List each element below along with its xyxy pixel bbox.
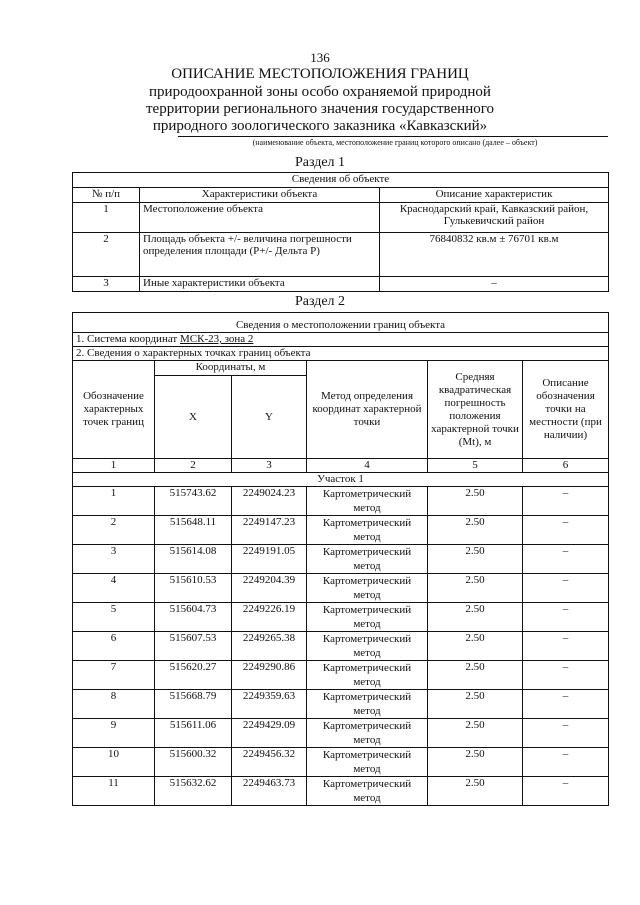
point-number: 3 xyxy=(73,545,155,574)
point-x: 515600.32 xyxy=(155,748,232,777)
object-row-characteristic: Площадь объекта +/- величина погрешности определения площади (P+/- Дельта P) xyxy=(140,233,380,277)
point-description: – xyxy=(523,777,609,806)
object-info-table xyxy=(72,172,609,292)
table-row xyxy=(73,661,609,690)
coordinate-system-prefix: 1. Система координат xyxy=(76,333,180,345)
point-description: – xyxy=(523,574,609,603)
object-row-num: 2 xyxy=(73,233,140,277)
table-row xyxy=(73,603,609,632)
point-description: – xyxy=(523,661,609,690)
point-number: 7 xyxy=(73,661,155,690)
point-description: – xyxy=(523,748,609,777)
point-error: 2.50 xyxy=(428,545,523,574)
point-error: 2.50 xyxy=(428,632,523,661)
area-label: Участок 1 xyxy=(73,473,609,487)
point-method: Картометрический метод xyxy=(307,748,428,777)
point-method: Картометрический метод xyxy=(307,574,428,603)
point-x: 515668.79 xyxy=(155,690,232,719)
point-x: 515648.11 xyxy=(155,516,232,545)
object-row-description: Краснодарский край, Кавказский район, Гулькевичский район xyxy=(380,203,609,233)
point-method: Картометрический метод xyxy=(307,661,428,690)
point-error: 2.50 xyxy=(428,487,523,516)
coordinate-system xyxy=(73,333,609,347)
header-x: X xyxy=(155,376,232,459)
point-error: 2.50 xyxy=(428,719,523,748)
point-x: 515632.62 xyxy=(155,777,232,806)
point-number: 10 xyxy=(73,748,155,777)
point-y: 2249204.39 xyxy=(232,574,307,603)
point-description: – xyxy=(523,487,609,516)
object-row-characteristic: Иные характеристики объекта xyxy=(140,277,380,292)
point-method: Картометрический метод xyxy=(307,516,428,545)
document-subtitle xyxy=(0,84,640,135)
column-number: 6 xyxy=(523,459,609,473)
point-y: 2249456.32 xyxy=(232,748,307,777)
page-number: 136 xyxy=(310,50,330,65)
boundary-points-table xyxy=(72,312,609,806)
table-row xyxy=(73,545,609,574)
point-method: Картометрический метод xyxy=(307,777,428,806)
table-row xyxy=(73,516,609,545)
object-info-title: Сведения об объекте xyxy=(73,173,609,188)
table-row xyxy=(73,632,609,661)
object-row-num: 1 xyxy=(73,203,140,233)
header-characteristic: Характеристики объекта xyxy=(140,188,380,203)
table-row xyxy=(73,748,609,777)
point-y: 2249290.86 xyxy=(232,661,307,690)
point-description: – xyxy=(523,603,609,632)
point-x: 515610.53 xyxy=(155,574,232,603)
point-y: 2249226.19 xyxy=(232,603,307,632)
header-point-description: Описание обозначения точки на местности (при наличии) xyxy=(523,361,609,459)
point-method: Картометрический метод xyxy=(307,632,428,661)
title-rule xyxy=(178,136,608,137)
point-error: 2.50 xyxy=(428,777,523,806)
column-number: 4 xyxy=(307,459,428,473)
point-y: 2249463.73 xyxy=(232,777,307,806)
section-2-label: Раздел 2 xyxy=(294,294,346,309)
point-method: Картометрический метод xyxy=(307,690,428,719)
header-num: № п/п xyxy=(73,188,140,203)
point-y: 2249359.63 xyxy=(232,690,307,719)
title-note: (наименование объекта, местоположение границ которого описано (далее – объект) xyxy=(252,138,538,147)
section-1-label: Раздел 1 xyxy=(294,155,346,170)
point-number: 6 xyxy=(73,632,155,661)
subtitle-line: природоохранной зоны особо охраняемой природной xyxy=(149,84,491,100)
point-description: – xyxy=(523,632,609,661)
header-y: Y xyxy=(232,376,307,459)
points-section-title: 2. Сведения о характерных точках границ объекта xyxy=(73,347,609,361)
point-number: 5 xyxy=(73,603,155,632)
point-error: 2.50 xyxy=(428,574,523,603)
point-number: 8 xyxy=(73,690,155,719)
point-x: 515604.73 xyxy=(155,603,232,632)
header-point: Обозначение характерных точек границ xyxy=(73,361,155,459)
point-y: 2249191.05 xyxy=(232,545,307,574)
subtitle-line: территории регионального значения государственного xyxy=(145,101,494,117)
header-method: Метод определения координат характерной точки xyxy=(307,361,428,459)
table-row xyxy=(73,777,609,806)
point-number: 9 xyxy=(73,719,155,748)
point-error: 2.50 xyxy=(428,690,523,719)
table-row xyxy=(73,690,609,719)
point-error: 2.50 xyxy=(428,516,523,545)
header-coordinates: Координаты, м xyxy=(155,361,307,376)
table-row xyxy=(73,719,609,748)
table-row xyxy=(73,487,609,516)
point-method: Картометрический метод xyxy=(307,603,428,632)
point-method: Картометрический метод xyxy=(307,487,428,516)
point-description: – xyxy=(523,516,609,545)
points-body xyxy=(73,487,609,806)
coordinate-system-name: МСК-23, зона 2 xyxy=(179,333,254,345)
point-number: 2 xyxy=(73,516,155,545)
subtitle-line: природного зоологического заказника «Кавказский» xyxy=(152,118,488,134)
header-error: Средняя квадратическая погрешность положения характерной точки (Mt), м xyxy=(428,361,523,459)
column-number: 1 xyxy=(73,459,155,473)
column-number: 3 xyxy=(232,459,307,473)
point-y: 2249429.09 xyxy=(232,719,307,748)
point-number: 1 xyxy=(73,487,155,516)
point-x: 515614.08 xyxy=(155,545,232,574)
column-number: 5 xyxy=(428,459,523,473)
column-number: 2 xyxy=(155,459,232,473)
point-description: – xyxy=(523,690,609,719)
document-title: ОПИСАНИЕ МЕСТОПОЛОЖЕНИЯ ГРАНИЦ xyxy=(171,66,469,82)
point-y: 2249147.23 xyxy=(232,516,307,545)
point-error: 2.50 xyxy=(428,603,523,632)
object-row-characteristic: Местоположение объекта xyxy=(140,203,380,233)
header-description: Описание характеристик xyxy=(380,188,609,203)
point-number: 11 xyxy=(73,777,155,806)
point-x: 515611.06 xyxy=(155,719,232,748)
point-error: 2.50 xyxy=(428,748,523,777)
point-number: 4 xyxy=(73,574,155,603)
point-y: 2249265.38 xyxy=(232,632,307,661)
point-method: Картометрический метод xyxy=(307,545,428,574)
point-x: 515743.62 xyxy=(155,487,232,516)
object-row-description: 76840832 кв.м ± 76701 кв.м xyxy=(380,233,609,277)
point-method: Картометрический метод xyxy=(307,719,428,748)
point-description: – xyxy=(523,545,609,574)
point-x: 515620.27 xyxy=(155,661,232,690)
point-error: 2.50 xyxy=(428,661,523,690)
boundary-table-title: Сведения о местоположении границ объекта xyxy=(73,313,609,333)
point-x: 515607.53 xyxy=(155,632,232,661)
object-row-description: – xyxy=(380,277,609,292)
table-row xyxy=(73,574,609,603)
object-row-num: 3 xyxy=(73,277,140,292)
point-y: 2249024.23 xyxy=(232,487,307,516)
point-description: – xyxy=(523,719,609,748)
